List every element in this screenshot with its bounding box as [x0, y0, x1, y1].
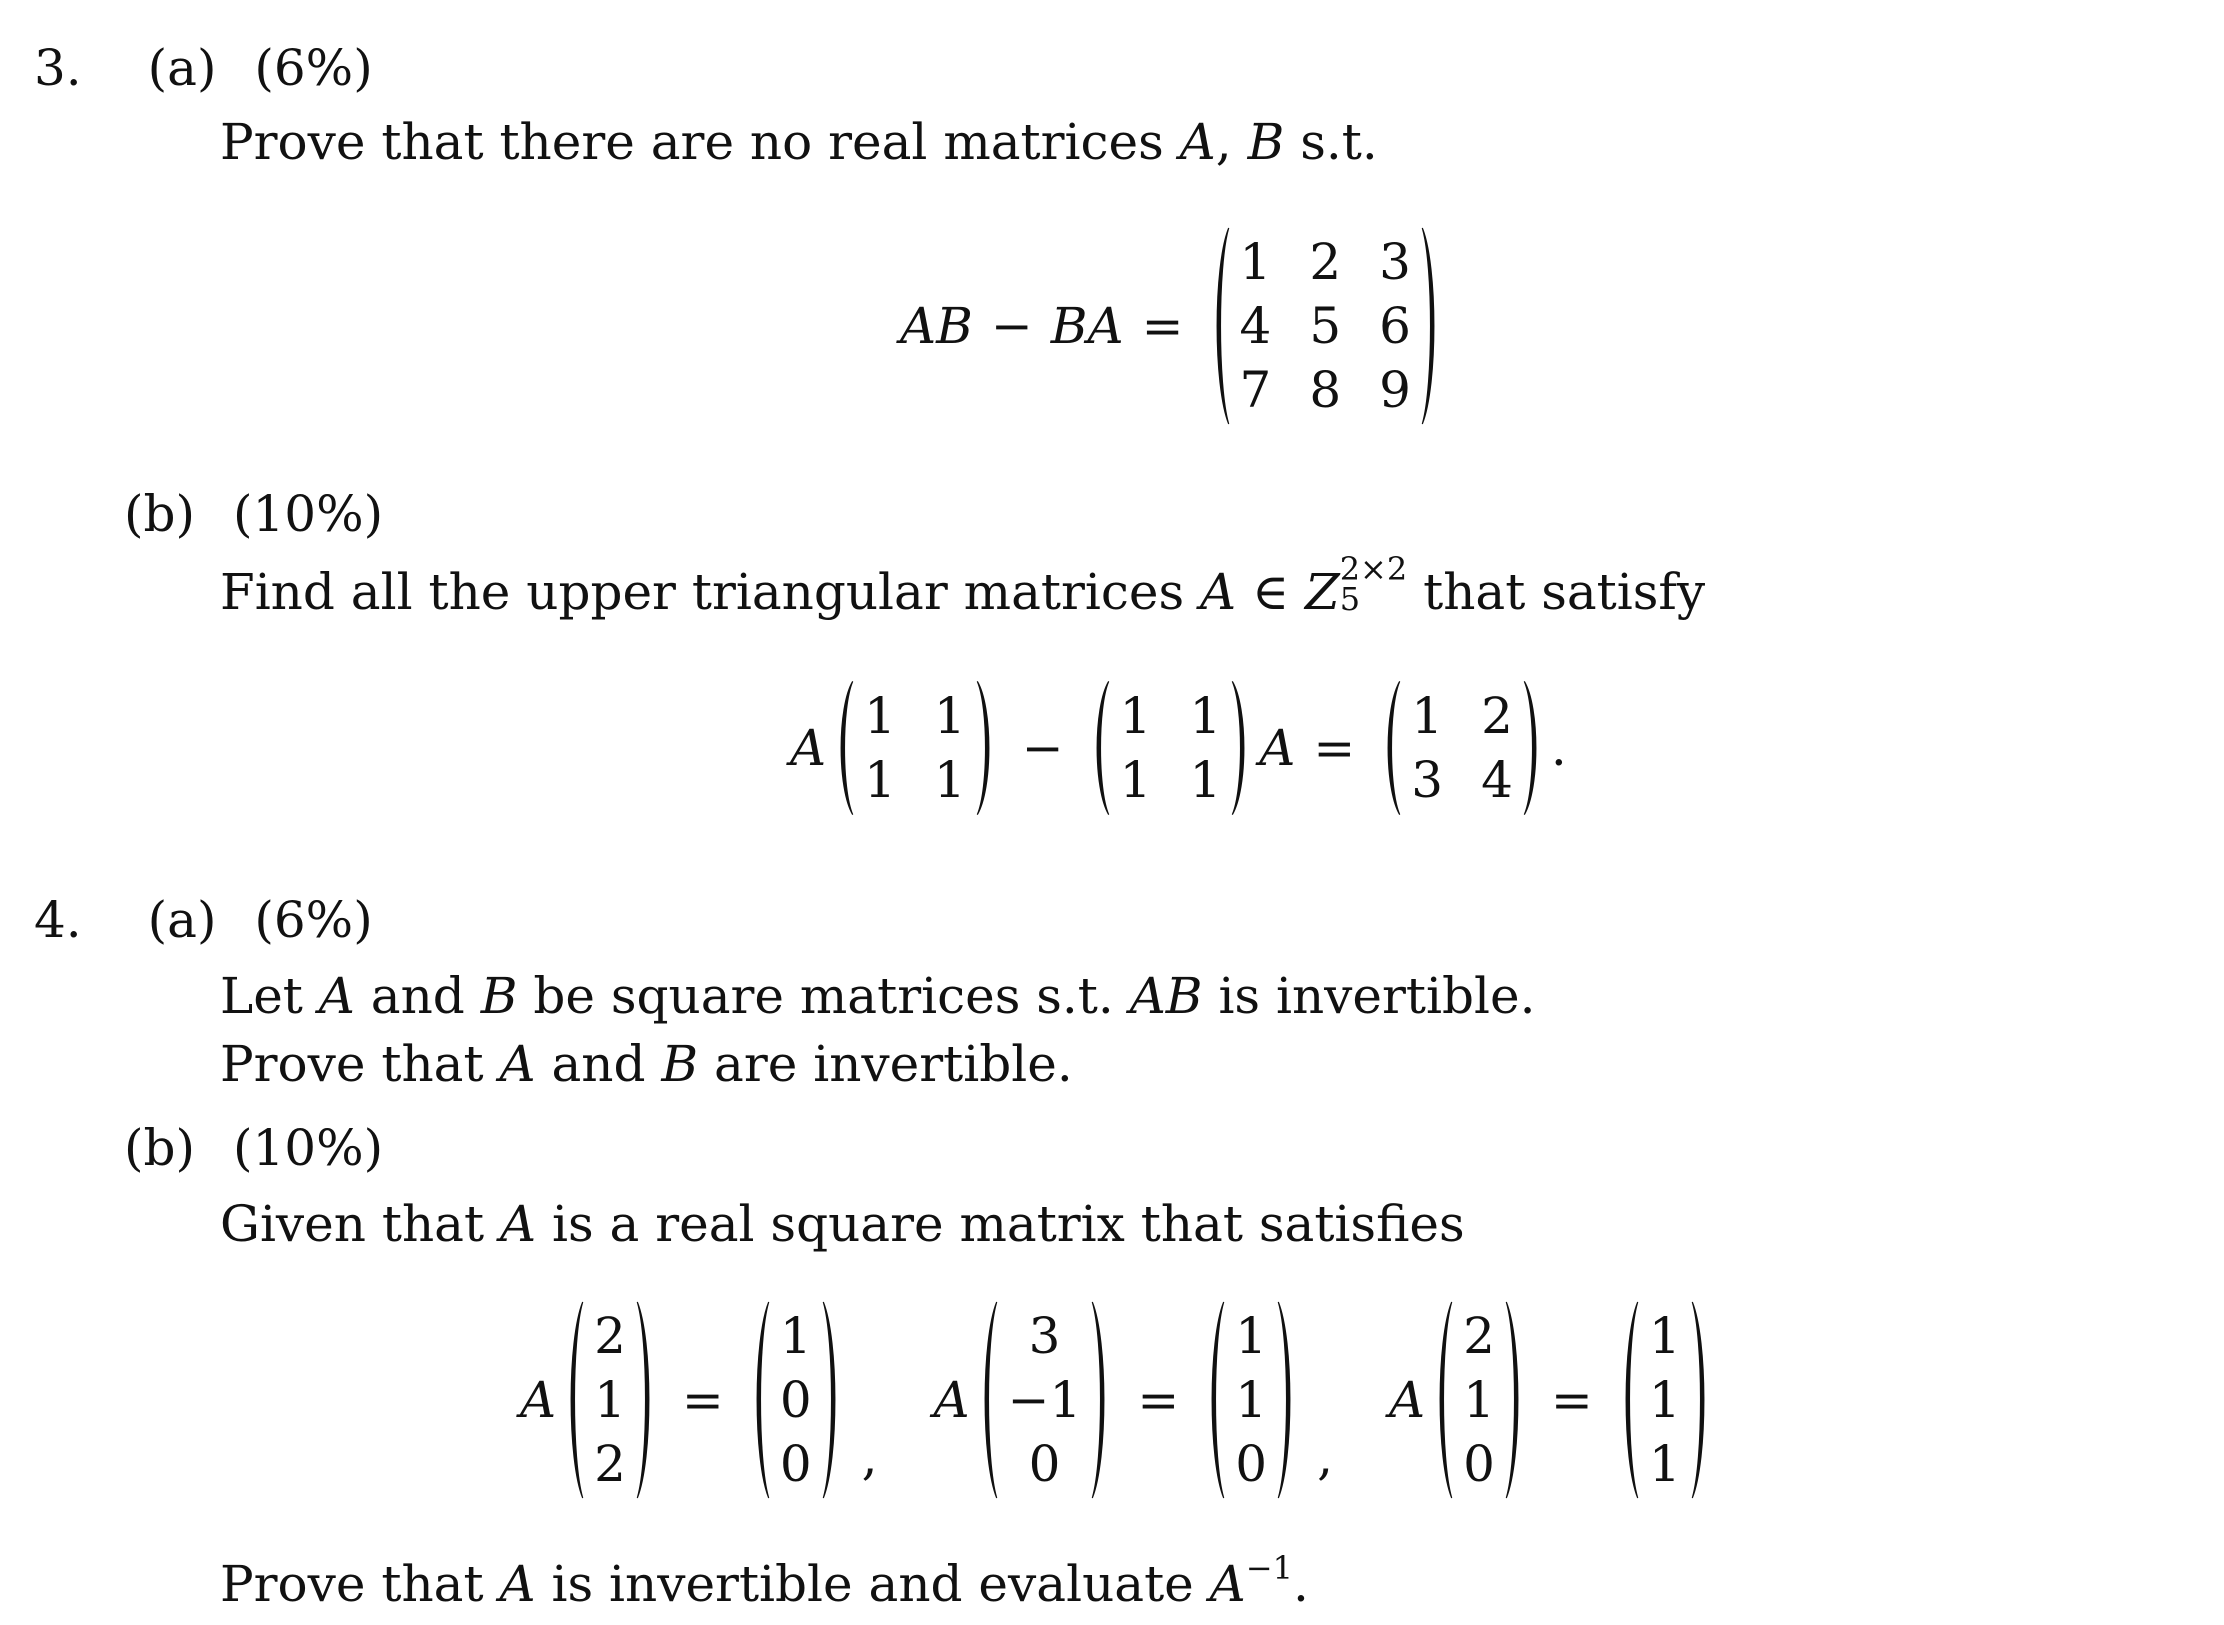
right-paren: [1275, 1300, 1297, 1500]
left-paren: [1090, 680, 1112, 816]
matrix-cell: 1: [1119, 751, 1152, 809]
problem-4b-statement: [220, 1194, 1465, 1254]
vector-cell: 3: [1028, 1307, 1061, 1365]
right-paren: [1503, 1300, 1525, 1500]
problem-4a-line-1: [220, 966, 1535, 1026]
points-label: (10%): [232, 1119, 384, 1177]
vector-cell: 0: [779, 1435, 812, 1493]
column-vector: [750, 1300, 842, 1500]
vector-cell: 1: [594, 1371, 626, 1429]
equals-sign: =: [1137, 1371, 1180, 1429]
left-paren: [1619, 1300, 1641, 1500]
var: Z: [1304, 563, 1340, 621]
vector-cell: 0: [779, 1371, 812, 1429]
var: A: [1209, 1555, 1246, 1613]
left-paren: [1210, 226, 1232, 426]
problem-number: 3.: [34, 39, 82, 97]
vector-cell: 1: [1648, 1435, 1681, 1493]
problem-3-heading: [34, 38, 373, 98]
minus-sign: −: [990, 297, 1033, 355]
matrix-cell: 2: [1481, 687, 1513, 745]
text: is invertible.: [1202, 967, 1536, 1025]
text: Prove that there are no real matrices: [220, 113, 1180, 171]
problem-3b-statement: [220, 550, 1706, 622]
matrix-cell: 8: [1309, 361, 1342, 419]
subscript: 5: [1339, 580, 1361, 618]
text: and: [535, 1035, 662, 1093]
matrix-cell: 7: [1239, 361, 1272, 419]
text: are invertible.: [698, 1035, 1073, 1093]
column-vector: [1433, 1300, 1525, 1500]
left-paren: [564, 1300, 586, 1500]
column-vector: [1619, 1300, 1711, 1500]
var: A: [1200, 563, 1237, 621]
vector-cell: 1: [779, 1307, 812, 1365]
matrix-cell: 1: [933, 687, 966, 745]
left-paren: [1381, 680, 1403, 816]
var: AB: [1129, 967, 1203, 1025]
text: ,: [1215, 113, 1248, 171]
var: A: [499, 1555, 536, 1613]
problem-4b-heading: [124, 1118, 383, 1178]
column-vector: [978, 1300, 1112, 1500]
rhs: BA: [1050, 297, 1124, 355]
matrix-cell: 6: [1379, 297, 1411, 355]
problem-3a-statement: [220, 112, 1378, 172]
left-paren: [834, 680, 856, 816]
matrix-cell: 1: [1239, 233, 1272, 291]
text: Given that: [220, 1195, 500, 1253]
var: A: [1179, 113, 1216, 171]
points-label: (6%): [254, 39, 373, 97]
column-vector: [564, 1300, 656, 1500]
text: Let: [220, 967, 319, 1025]
right-paren: [1229, 680, 1251, 816]
var: A: [318, 967, 355, 1025]
problem-4a-line-2: [220, 1034, 1073, 1094]
equation-4b: [520, 1300, 1719, 1500]
text: Prove that: [220, 1555, 500, 1613]
superscript: 2×2: [1339, 550, 1408, 588]
vector-cell: 2: [594, 1435, 626, 1493]
vector-cell: −1: [1007, 1371, 1082, 1429]
right-paren: [974, 680, 996, 816]
vector-cell: 1: [1648, 1371, 1681, 1429]
var: A: [1389, 1371, 1426, 1429]
text: be square matrices s.t.: [517, 967, 1130, 1025]
problem-4-heading: [34, 890, 373, 950]
vector-cell: 1: [1235, 1371, 1268, 1429]
right-paren: [634, 1300, 656, 1500]
left-paren: [978, 1300, 1000, 1500]
vector-cell: 0: [1235, 1435, 1268, 1493]
vector-cell: 0: [1463, 1435, 1495, 1493]
comma: ,: [861, 1428, 878, 1486]
left-paren: [1205, 1300, 1227, 1500]
points-label: (6%): [254, 891, 373, 949]
period: .: [1550, 719, 1567, 777]
matrix-cell: 3: [1379, 233, 1411, 291]
matrix-cell: 5: [1309, 297, 1342, 355]
text: that satisfy: [1407, 563, 1706, 621]
vector-cell: 1: [1648, 1307, 1681, 1365]
vector-cell: 2: [594, 1307, 626, 1365]
matrix-cell: 2: [1309, 233, 1342, 291]
part-label: (a): [147, 891, 217, 949]
minus-sign: −: [1021, 719, 1064, 777]
equation-3a: [900, 226, 1449, 426]
right-paren: [1689, 1300, 1711, 1500]
var: B: [480, 967, 518, 1025]
vector-cell: 0: [1028, 1435, 1061, 1493]
matrix-3x3: [1210, 226, 1441, 426]
matrix-cell: 1: [1189, 687, 1222, 745]
problem-number: 4.: [34, 891, 82, 949]
vector-cell: 2: [1463, 1307, 1495, 1365]
matrix-cell: 1: [1189, 751, 1222, 809]
matrix-cell: 4: [1239, 297, 1272, 355]
right-paren: [820, 1300, 842, 1500]
points-label: (10%): [232, 485, 384, 543]
var: A: [499, 1035, 536, 1093]
text: .: [1292, 1555, 1309, 1613]
text: Find all the upper triangular matrices: [220, 563, 1201, 621]
var: A: [499, 1195, 537, 1253]
text: and: [354, 967, 481, 1025]
part-label: (b): [124, 485, 196, 543]
matrix-cell: 4: [1481, 751, 1513, 809]
var: A: [790, 719, 827, 777]
part-label: (b): [124, 1119, 196, 1177]
matrix-2x2: [1090, 680, 1252, 816]
comma: ,: [1317, 1428, 1333, 1486]
lhs: AB: [900, 297, 973, 355]
equals-sign: =: [1550, 1371, 1593, 1429]
vector-cell: 1: [1235, 1307, 1268, 1365]
var: A: [520, 1371, 557, 1429]
var: A: [933, 1371, 970, 1429]
matrix-2x2: [834, 680, 996, 816]
right-paren: [1419, 226, 1441, 426]
text: Prove that: [220, 1035, 500, 1093]
equals-sign: =: [1141, 297, 1184, 355]
problem-3b-heading: [124, 484, 383, 544]
matrix-cell: 1: [933, 751, 966, 809]
text: is a real square matrix that satisfies: [536, 1195, 1465, 1253]
equation-3b: [790, 680, 1567, 816]
matrix-2x2: [1381, 680, 1543, 816]
matrix-cell: 9: [1379, 361, 1411, 419]
var: B: [661, 1035, 699, 1093]
right-paren: [1089, 1300, 1111, 1500]
left-paren: [1433, 1300, 1455, 1500]
superscript: −1: [1245, 1549, 1293, 1587]
column-vector: [1205, 1300, 1297, 1500]
matrix-cell: 1: [864, 687, 896, 745]
var: B: [1247, 113, 1285, 171]
text: s.t.: [1284, 113, 1378, 171]
right-paren: [1521, 680, 1543, 816]
var: A: [1259, 719, 1296, 777]
vector-cell: 1: [1463, 1371, 1495, 1429]
matrix-cell: 1: [864, 751, 896, 809]
element-of: ∈: [1236, 563, 1305, 621]
text: is invertible and evaluate: [535, 1555, 1210, 1613]
part-label: (a): [147, 39, 217, 97]
matrix-cell: 3: [1411, 751, 1444, 809]
equals-sign: =: [681, 1371, 724, 1429]
matrix-cell: 1: [1119, 687, 1152, 745]
problem-4b-conclusion: [220, 1549, 1309, 1614]
equals-sign: =: [1313, 719, 1356, 777]
left-paren: [750, 1300, 772, 1500]
matrix-cell: 1: [1411, 687, 1444, 745]
